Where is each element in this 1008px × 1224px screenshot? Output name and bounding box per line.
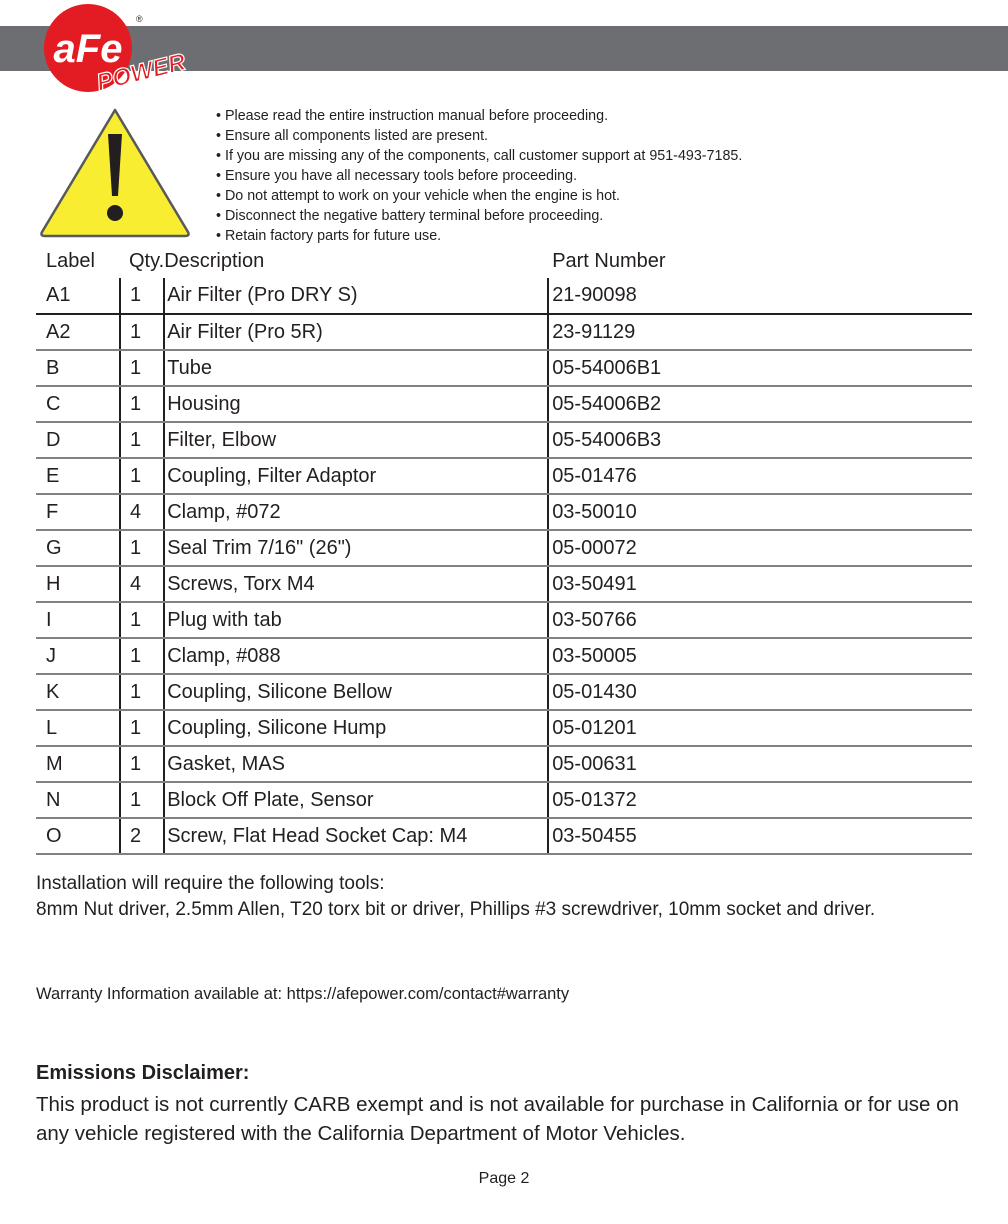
table-row — [36, 638, 972, 674]
cell-label: O — [36, 818, 120, 854]
cell-qty: 1 — [120, 638, 164, 674]
cell-label: M — [36, 746, 120, 782]
cell-label: C — [36, 386, 120, 422]
page-number: Page 2 — [478, 1170, 530, 1187]
cell-qty: 4 — [120, 494, 164, 530]
cell-description: Seal Trim 7/16" (26") — [164, 530, 548, 566]
cell-qty: 1 — [120, 530, 164, 566]
cell-label: H — [36, 566, 120, 602]
table-row — [36, 530, 972, 566]
cell-qty: 4 — [120, 566, 164, 602]
cell-label: K — [36, 674, 120, 710]
cell-description: Coupling, Silicone Hump — [164, 710, 548, 746]
cell-part-number: 05-01430 — [548, 674, 972, 710]
cell-label: A1 — [36, 278, 120, 314]
cell-part-number: 05-54006B2 — [548, 386, 972, 422]
cell-description: Tube — [164, 350, 548, 386]
cell-qty: 1 — [120, 422, 164, 458]
cell-description: Clamp, #088 — [164, 638, 548, 674]
table-row — [36, 602, 972, 638]
cell-part-number: 03-50455 — [548, 818, 972, 854]
table-row — [36, 710, 972, 746]
cell-qty: 1 — [120, 602, 164, 638]
header-description: Description — [164, 249, 265, 272]
note-item: • Please read the entire instruction manual before proceeding. — [216, 106, 742, 126]
cell-label: A2 — [36, 314, 120, 350]
cell-description: Block Off Plate, Sensor — [164, 782, 548, 818]
cell-qty: 1 — [120, 782, 164, 818]
cell-label: N — [36, 782, 120, 818]
cell-description: Air Filter (Pro 5R) — [164, 314, 548, 350]
cell-description: Coupling, Filter Adaptor — [164, 458, 548, 494]
cell-qty: 2 — [120, 818, 164, 854]
cell-label: I — [36, 602, 120, 638]
cell-part-number: 05-54006B1 — [548, 350, 972, 386]
cell-description: Housing — [164, 386, 548, 422]
cell-label: F — [36, 494, 120, 530]
cell-label: B — [36, 350, 120, 386]
warranty-info: Warranty Information available at: https://afepower.com/contact#warranty — [36, 985, 570, 1003]
disclaimer-text: This product is not currently CARB exempt and is not available for purchase in California or for use on any vehicle registered with the California Department of Motor Vehicles. — [36, 1093, 959, 1145]
table-row — [36, 494, 972, 530]
logo-text-top: aFe — [53, 27, 123, 71]
cell-part-number: 05-01201 — [548, 710, 972, 746]
cell-part-number: 05-00072 — [548, 530, 972, 566]
header-part-number: Part Number — [552, 249, 666, 272]
tools-intro: Installation will require the following tools: — [36, 873, 385, 894]
cell-label: D — [36, 422, 120, 458]
cell-qty: 1 — [120, 710, 164, 746]
table-row — [36, 422, 972, 458]
table-row — [36, 458, 972, 494]
cell-description: Coupling, Silicone Bellow — [164, 674, 548, 710]
tools-section — [36, 871, 875, 923]
note-item: • If you are missing any of the components, call customer support at 951-493-7185. — [216, 146, 742, 166]
cell-qty: 1 — [120, 746, 164, 782]
cell-description: Gasket, MAS — [164, 746, 548, 782]
table-row — [36, 782, 972, 818]
cell-qty: 1 — [120, 674, 164, 710]
cell-part-number: 03-50010 — [548, 494, 972, 530]
tools-list: 8mm Nut driver, 2.5mm Allen, T20 torx bit or driver, Phillips #3 screwdriver, 10mm socket and driver. — [36, 899, 876, 920]
logo-text-bottom: POWER — [93, 48, 189, 97]
cell-part-number: 21-90098 — [548, 278, 972, 314]
note-item: • Disconnect the negative battery terminal before proceeding. — [216, 206, 742, 226]
cell-part-number: 05-00631 — [548, 746, 972, 782]
cell-description: Screws, Torx M4 — [164, 566, 548, 602]
cell-qty: 1 — [120, 350, 164, 386]
table-row — [36, 674, 972, 710]
cell-label: E — [36, 458, 120, 494]
cell-part-number: 03-50005 — [548, 638, 972, 674]
warning-icon — [36, 104, 194, 240]
note-item: • Do not attempt to work on your vehicle when the engine is hot. — [216, 186, 742, 206]
table-row — [36, 350, 972, 386]
cell-description: Screw, Flat Head Socket Cap: M4 — [164, 818, 548, 854]
cell-part-number: 05-54006B3 — [548, 422, 972, 458]
cell-qty: 1 — [120, 458, 164, 494]
header-label: Label — [46, 249, 95, 272]
table-row — [36, 386, 972, 422]
cell-description: Plug with tab — [164, 602, 548, 638]
cell-label: J — [36, 638, 120, 674]
note-item: • Ensure you have all necessary tools before proceeding. — [216, 166, 742, 186]
afe-power-logo — [40, 0, 200, 100]
table-row — [36, 818, 972, 854]
cell-part-number: 23-91129 — [548, 314, 972, 350]
header-qty: Qty. — [129, 249, 165, 272]
cell-qty: 1 — [120, 278, 164, 314]
cell-label: G — [36, 530, 120, 566]
table-row — [36, 566, 972, 602]
cell-part-number: 05-01372 — [548, 782, 972, 818]
cell-description: Filter, Elbow — [164, 422, 548, 458]
table-row — [36, 278, 972, 314]
note-item: • Retain factory parts for future use. — [216, 226, 742, 246]
cell-part-number: 03-50491 — [548, 566, 972, 602]
safety-notes — [216, 106, 742, 246]
note-item: • Ensure all components listed are present. — [216, 126, 742, 146]
table-header-row — [36, 244, 972, 278]
table-row — [36, 314, 972, 350]
cell-description: Air Filter (Pro DRY S) — [164, 278, 548, 314]
cell-part-number: 03-50766 — [548, 602, 972, 638]
cell-label: L — [36, 710, 120, 746]
parts-table — [36, 244, 972, 855]
cell-description: Clamp, #072 — [164, 494, 548, 530]
table-row — [36, 746, 972, 782]
disclaimer-title: Emissions Disclaimer: — [36, 1062, 250, 1084]
cell-qty: 1 — [120, 314, 164, 350]
cell-qty: 1 — [120, 386, 164, 422]
cell-part-number: 05-01476 — [548, 458, 972, 494]
registered-mark: ® — [136, 14, 143, 24]
